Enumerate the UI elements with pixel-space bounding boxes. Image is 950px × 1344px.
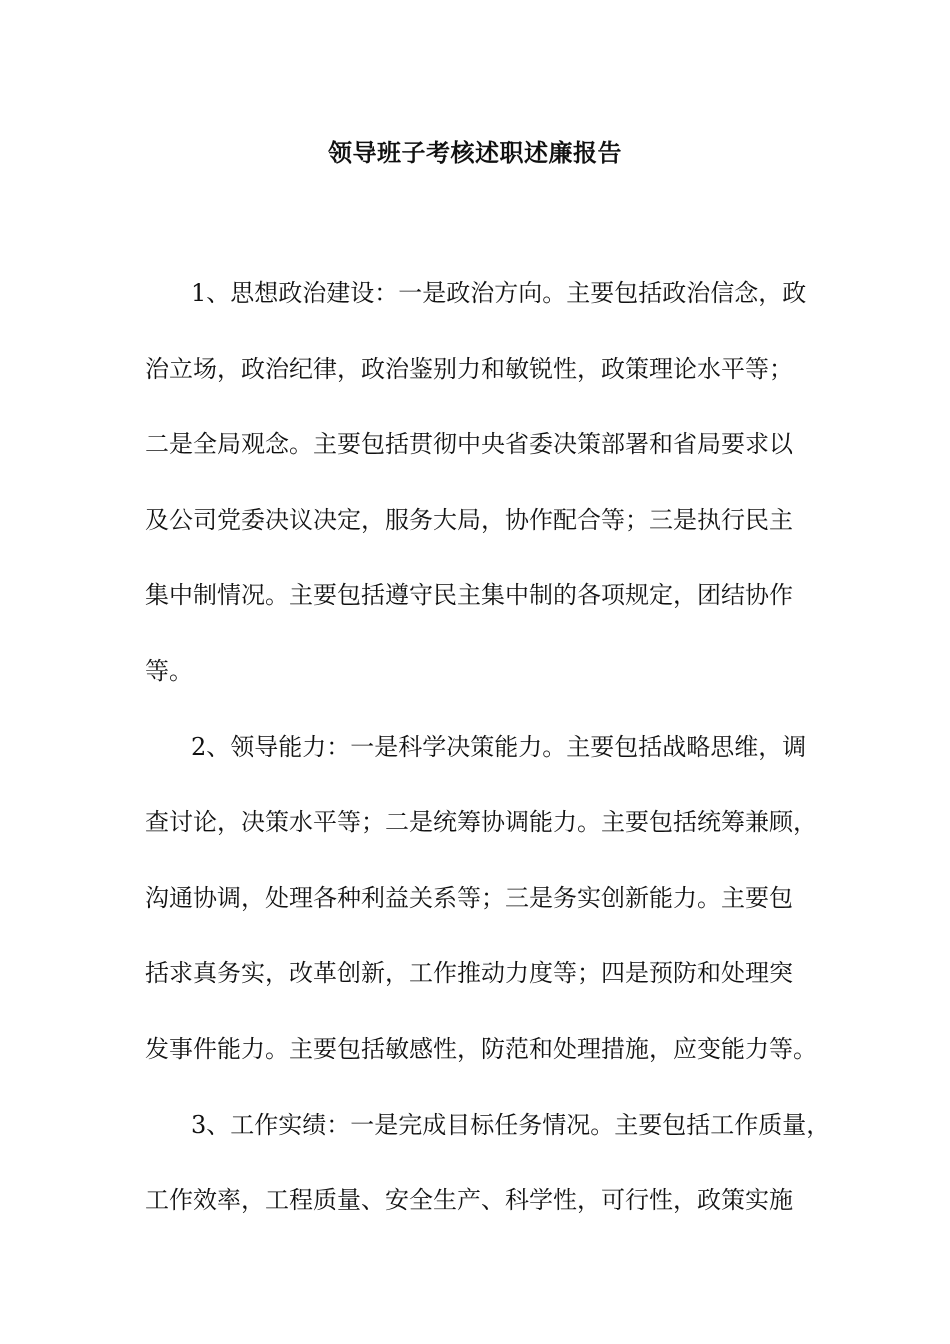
paragraph-1-line-2: 治立场，政治纪律，政治鉴别力和敏锐性，政策理论水平等； <box>145 354 793 383</box>
paragraph-2-line-1: 2、领导能力：一是科学决策能力。主要包括战略思维，调 <box>191 732 807 761</box>
paragraph-3-line-2: 工作效率，工程质量、安全生产、科学性，可行性，政策实施 <box>145 1186 793 1215</box>
paragraph-1-line-3: 二是全局观念。主要包括贯彻中央省委决策部署和省局要求以 <box>145 430 793 459</box>
document-body <box>145 256 831 1239</box>
paragraph-2-line-4: 括求真务实，改革创新，工作推动力度等；四是预防和处理突 <box>145 959 793 988</box>
paragraph-2-line-5: 发事件能力。主要包括敏感性，防范和处理措施，应变能力等。 <box>145 1034 817 1063</box>
paragraph-2-line-3: 沟通协调，处理各种利益关系等；三是务实创新能力。主要包 <box>145 883 793 912</box>
paragraph-1-line-6: 等。 <box>145 656 193 685</box>
paragraph-1-line-5: 集中制情况。主要包括遵守民主集中制的各项规定，团结协作 <box>145 581 793 610</box>
paragraph-1-line-1: 1、思想政治建设：一是政治方向。主要包括政治信念，政 <box>191 279 807 307</box>
paragraph-1-line-4: 及公司党委决议决定，服务大局，协作配合等；三是执行民主 <box>145 505 793 534</box>
document-title: 领导班子考核述职述廉报告 <box>328 138 622 167</box>
paragraph-2-line-2: 查讨论，决策水平等；二是统筹协调能力。主要包括统筹兼顾， <box>145 808 817 837</box>
paragraph-3-line-1: 3、工作实绩：一是完成目标任务情况。主要包括工作质量， <box>191 1110 831 1139</box>
